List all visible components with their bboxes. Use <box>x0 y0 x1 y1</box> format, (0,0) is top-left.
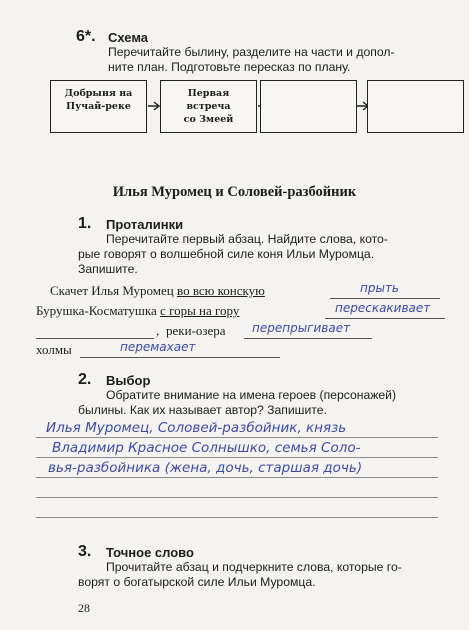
task-heading: Проталинки <box>106 217 184 232</box>
fill-row <box>36 303 239 319</box>
handwritten-answer: перепрыгивает <box>252 321 351 335</box>
plan-box-text: Добрыня на <box>64 88 133 99</box>
underlined-phrase: с горы на гору <box>160 303 240 318</box>
arrow-right-icon <box>148 101 160 111</box>
section-number: 6*. <box>76 28 96 45</box>
instruction-line: Обратите внимание на имена героев (персонажей) <box>106 388 397 402</box>
instruction-line: былины. Как их называет автор? Запишите. <box>78 403 327 417</box>
instruction-line: Перечитайте первый абзац. Найдите слова, кото- <box>106 232 388 246</box>
ruled-line <box>36 437 438 438</box>
fill-row-prefix: холмы <box>36 342 72 357</box>
task-number: 3. <box>78 543 92 560</box>
task-number: 2. <box>78 371 92 388</box>
handwritten-answer: вья-разбойника (жена, дочь, старшая дочь) <box>48 460 363 476</box>
task-number: 1. <box>78 215 92 232</box>
instruction-line: Перечитайте былину, разделите на части и допол- <box>108 45 395 59</box>
underlined-phrase: во всю конскую <box>177 283 265 298</box>
instruction-line: Прочитайте абзац и подчеркните слова, которые го- <box>106 560 402 574</box>
task-heading: Выбор <box>106 373 151 388</box>
fill-row-prefix: Бурушка-Косматушка <box>36 303 157 318</box>
plan-box-text: встреча <box>186 101 231 112</box>
page-number: 28 <box>78 601 90 615</box>
answer-line <box>330 298 440 299</box>
answer-line <box>80 357 280 358</box>
answer-line <box>36 338 154 339</box>
instruction-line: ворят о богатырской силе Ильи Муромца. <box>78 575 316 589</box>
fill-row-prefix: , <box>156 323 160 338</box>
handwritten-answer: Владимир Красное Солнышко, семья Соло- <box>52 440 361 456</box>
ruled-line <box>36 477 438 478</box>
plan-box-text: со Змеей <box>183 114 234 125</box>
ruled-line <box>36 457 438 458</box>
plan-box <box>160 80 257 133</box>
handwritten-answer: перескакивает <box>335 301 431 315</box>
handwritten-answer: Илья Муромец, Соловей-разбойник, князь <box>46 420 347 436</box>
ruled-line <box>36 497 438 498</box>
handwritten-answer: прыть <box>360 281 399 295</box>
instruction-line: ните план. Подготовьте пересказ по плану. <box>108 60 351 74</box>
story-title: Илья Муромец и Соловей-разбойник <box>112 184 357 200</box>
instruction-line: Запишите. <box>78 262 138 276</box>
task-heading: Точное слово <box>106 545 194 560</box>
plan-box <box>260 80 357 133</box>
instruction-line: рые говорят о волшебной силе коня Ильи Муромца. <box>78 247 375 261</box>
plan-box <box>367 80 464 133</box>
fill-row-text: реки-озера <box>166 323 226 338</box>
plan-box-text: Первая <box>187 88 230 99</box>
answer-line <box>325 318 445 319</box>
answer-line <box>244 338 372 339</box>
ruled-line <box>36 517 438 518</box>
fill-row <box>50 283 265 299</box>
plan-box-text: Пучай-реке <box>66 101 131 112</box>
handwritten-answer: перемахает <box>120 340 196 354</box>
fill-row-prefix: Скачет Илья Муромец <box>50 283 174 298</box>
plan-box <box>50 80 147 133</box>
section-heading: Схема <box>108 30 149 45</box>
